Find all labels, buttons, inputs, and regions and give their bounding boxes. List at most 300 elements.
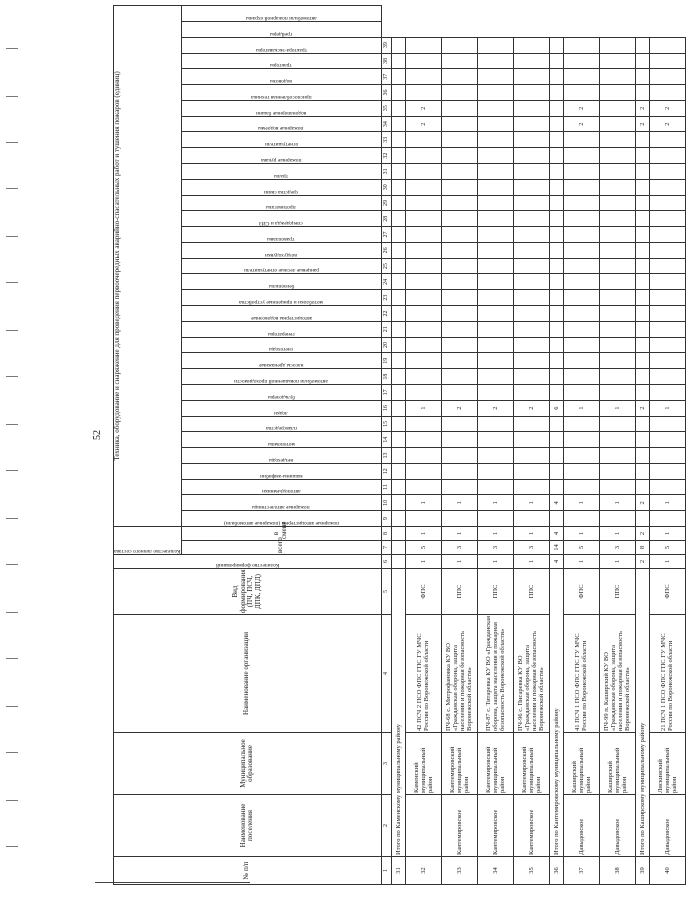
equipment-cell	[477, 369, 513, 385]
fire-equipment-table	[113, 5, 686, 885]
equipment-cell	[635, 179, 649, 195]
equipment-cell	[563, 448, 599, 464]
header-equipment-text: грейдеры	[270, 30, 293, 37]
table-row	[599, 6, 635, 885]
header-equipment-text: спецодежда и СИЗ	[259, 220, 304, 227]
equipment-cell	[563, 321, 599, 337]
table-row	[649, 6, 685, 885]
equipment-cell	[405, 479, 441, 495]
equipment-cell	[549, 369, 563, 385]
header-equipment-2	[181, 495, 381, 511]
staff-total: 5	[649, 541, 685, 555]
equipment-cell	[391, 369, 405, 385]
equipment-cell	[391, 148, 405, 164]
equipment-cell	[549, 148, 563, 164]
margin-mark	[6, 48, 18, 49]
header-equipment-text: пожарные автолестницы	[252, 504, 310, 511]
column-number: 21	[381, 321, 391, 337]
equipment-cell	[513, 258, 549, 274]
total-label: Итого по Каширскому муниципальному району	[635, 569, 649, 857]
equipment-cell	[405, 148, 441, 164]
equipment-cell	[635, 148, 649, 164]
equipment-cell	[635, 164, 649, 180]
header-equipment-text: машины-амфибии	[259, 472, 303, 479]
equipment-cell	[549, 337, 563, 353]
equipment-cell: 2	[635, 495, 649, 511]
equipment-cell	[563, 353, 599, 369]
equipment-cell	[599, 432, 635, 448]
equipment-cell	[599, 37, 635, 53]
organization-name: ПЧ-99 п. Каширский КУ ВО «Гражданская оборона, защита населения и пожарная безопасность Воронежской области»	[599, 615, 635, 733]
equipment-cell	[635, 211, 649, 227]
equipment-cell	[513, 37, 549, 53]
equipment-cell	[441, 211, 477, 227]
municipal-name: Каширский муниципальный район	[599, 733, 635, 795]
equipment-cell: 6	[549, 400, 563, 416]
total-row	[391, 6, 405, 885]
equipment-cell	[477, 195, 513, 211]
equipment-cell	[563, 85, 599, 101]
header-equipment-text: воздуходувки	[265, 251, 298, 258]
column-number: 36	[381, 85, 391, 101]
equipment-cell	[649, 227, 685, 243]
equipment-cell	[649, 416, 685, 432]
equipment-cell	[477, 353, 513, 369]
equipment-cell	[563, 37, 599, 53]
header-equipment-13	[181, 321, 381, 337]
equipment-cell	[635, 290, 649, 306]
row-number: 31	[391, 857, 405, 885]
equipment-cell	[405, 274, 441, 290]
equipment-cell	[649, 179, 685, 195]
equipment-cell	[635, 37, 649, 53]
equipment-cell	[405, 132, 441, 148]
formations-count: 1	[563, 555, 599, 569]
equipment-cell	[563, 164, 599, 180]
header-staff-total: всего	[181, 541, 381, 555]
equipment-cell: 2	[405, 100, 441, 116]
margin-mark	[6, 706, 18, 707]
equipment-cell	[635, 479, 649, 495]
equipment-cell	[563, 479, 599, 495]
equipment-cell	[441, 100, 477, 116]
equipment-cell	[563, 69, 599, 85]
equipment-cell	[599, 100, 635, 116]
settlement-name: Давыдовское	[599, 795, 635, 857]
header-equipment-32	[181, 21, 381, 37]
column-number: 27	[381, 227, 391, 243]
header-staff-shift: в смене	[181, 526, 381, 540]
column-number: 17	[381, 384, 391, 400]
header-equipment-29	[181, 69, 381, 85]
equipment-cell	[405, 353, 441, 369]
header-settlement: Наименование поселения	[114, 795, 382, 857]
row-number: 35	[513, 857, 549, 885]
equipment-cell	[391, 100, 405, 116]
equipment-cell	[649, 321, 685, 337]
equipment-cell	[513, 369, 549, 385]
equipment-cell	[649, 479, 685, 495]
equipment-cell	[391, 479, 405, 495]
equipment-cell	[391, 306, 405, 322]
header-equipment-text: приспособленная техника	[250, 93, 312, 100]
table-row	[513, 6, 549, 885]
equipment-cell	[513, 195, 549, 211]
header-staff-count-text: Количество личного состава	[114, 548, 181, 554]
column-number: 30	[381, 179, 391, 195]
column-number: 2	[381, 795, 391, 857]
header-equipment-text: мотопомпы	[267, 441, 295, 448]
margin-mark	[6, 424, 18, 425]
row-number: 37	[563, 857, 599, 885]
header-equipment-17	[181, 258, 381, 274]
settlement-name: Давыдовское	[649, 795, 685, 857]
equipment-cell	[391, 400, 405, 416]
equipment-cell	[599, 274, 635, 290]
header-equipment-20	[181, 211, 381, 227]
column-number: 28	[381, 211, 391, 227]
equipment-cell	[649, 463, 685, 479]
header-equipment-text: мотоблоки и прицепные устройства	[239, 299, 324, 306]
header-equipment-text: автоподъемники	[261, 488, 301, 495]
equipment-cell	[513, 479, 549, 495]
equipment-cell: 1	[405, 495, 441, 511]
equipment-cell	[635, 511, 649, 527]
row-number: 32	[405, 857, 441, 885]
equipment-cell	[477, 37, 513, 53]
equipment-cell	[599, 479, 635, 495]
formations-count: 1	[477, 555, 513, 569]
settlement-name: Кантемировское	[513, 795, 549, 857]
equipment-cell	[477, 116, 513, 132]
equipment-cell	[405, 195, 441, 211]
equipment-cell	[513, 448, 549, 464]
equipment-cell	[649, 242, 685, 258]
header-equipment-text: противогазы	[266, 204, 296, 211]
equipment-cell	[477, 85, 513, 101]
equipment-cell	[599, 53, 635, 69]
organization-name: ПЧ-68 с. Митрофановка КУ ВО «Гражданская оборона, защита населения и пожарная безопасность Воронежской области»	[441, 615, 477, 733]
equipment-cell	[391, 116, 405, 132]
equipment-cell: 2	[477, 400, 513, 416]
equipment-cell	[513, 274, 549, 290]
equipment-cell	[649, 85, 685, 101]
equipment-cell: 1	[649, 495, 685, 511]
header-equipment-text: автоцистерны водовозные	[250, 314, 312, 321]
equipment-cell	[563, 337, 599, 353]
equipment-cell	[441, 369, 477, 385]
equipment-cell	[549, 100, 563, 116]
equipment-cell	[649, 337, 685, 353]
margin-mark	[6, 470, 18, 471]
column-number: 23	[381, 290, 391, 306]
equipment-cell	[477, 100, 513, 116]
equipment-cell	[635, 69, 649, 85]
equipment-cell	[405, 306, 441, 322]
equipment-cell	[599, 116, 635, 132]
equipment-cell	[635, 258, 649, 274]
table-row	[405, 6, 441, 885]
margin-mark	[6, 518, 18, 519]
column-number: 3	[381, 733, 391, 795]
equipment-cell	[599, 306, 635, 322]
header-equipment-1	[181, 511, 381, 527]
equipment-cell	[441, 321, 477, 337]
equipment-cell	[477, 479, 513, 495]
equipment-cell	[391, 274, 405, 290]
header-equipment-9	[181, 384, 381, 400]
equipment-cell	[649, 290, 685, 306]
equipment-cell: 2	[635, 400, 649, 416]
equipment-cell	[405, 290, 441, 306]
equipment-cell	[391, 337, 405, 353]
unit-type: ППС	[441, 569, 477, 615]
header-equipment-22	[181, 179, 381, 195]
column-number: 25	[381, 258, 391, 274]
equipment-cell	[477, 179, 513, 195]
header-formations-count-text: Количество формирований	[215, 562, 279, 568]
equipment-cell	[549, 211, 563, 227]
equipment-cell	[549, 448, 563, 464]
row-number: 33	[441, 857, 477, 885]
equipment-cell	[441, 227, 477, 243]
page-number: 52	[92, 430, 103, 440]
column-number: 14	[381, 432, 391, 448]
total-row	[549, 6, 563, 885]
header-equipment-text: плавсредства	[265, 425, 297, 432]
header-equipment-7	[181, 416, 381, 432]
equipment-cell	[405, 227, 441, 243]
equipment-cell	[649, 132, 685, 148]
equipment-cell	[599, 258, 635, 274]
equipment-cell: 2	[649, 100, 685, 116]
equipment-cell	[635, 132, 649, 148]
equipment-cell	[549, 321, 563, 337]
staff-total: 3	[513, 541, 549, 555]
equipment-cell	[563, 384, 599, 400]
equipment-cell	[405, 211, 441, 227]
equipment-cell	[513, 85, 549, 101]
margin-mark	[6, 282, 18, 283]
organization-name: ПЧ-87 с. Титаревка КУ ВО «Гражданская оборона, защита населения и пожарная безопасность Воронежской области»	[477, 615, 513, 733]
equipment-cell	[649, 511, 685, 527]
equipment-cell	[549, 164, 563, 180]
equipment-cell	[549, 53, 563, 69]
equipment-cell	[513, 211, 549, 227]
equipment-cell	[563, 432, 599, 448]
header-equipment-text: вездеходы	[269, 456, 294, 463]
header-equipment-group: Техника, оборудование и снаряжение для проведения первоочередных аварийно-спасательных работ и тушения пожаров (единиц)	[114, 6, 182, 527]
equipment-cell	[563, 242, 599, 258]
equipment-cell	[441, 69, 477, 85]
municipal-name: Каменский муниципальный район	[405, 733, 441, 795]
column-number: 8	[381, 526, 391, 540]
equipment-cell	[477, 432, 513, 448]
equipment-cell	[635, 274, 649, 290]
equipment-cell	[441, 132, 477, 148]
header-equipment-31	[181, 37, 381, 53]
equipment-cell	[635, 321, 649, 337]
equipment-cell	[441, 511, 477, 527]
equipment-cell	[405, 416, 441, 432]
header-equipment-text: ранцевые лесные огнетушители	[243, 267, 319, 274]
equipment-cell	[563, 195, 599, 211]
staff-total: 5	[405, 541, 441, 555]
equipment-cell	[635, 195, 649, 211]
header-equipment-15	[181, 290, 381, 306]
header-equipment-text: автомобили повышенной проходимости	[234, 377, 329, 384]
margin-mark	[6, 142, 18, 143]
header-organization: Наименование организации	[114, 615, 382, 733]
unit-type: ФПС	[649, 569, 685, 615]
equipment-cell	[599, 242, 635, 258]
equipment-cell	[599, 164, 635, 180]
equipment-cell	[549, 85, 563, 101]
equipment-cell	[477, 148, 513, 164]
equipment-cell: 1	[441, 495, 477, 511]
equipment-cell	[477, 448, 513, 464]
equipment-cell	[513, 353, 549, 369]
equipment-cell	[599, 69, 635, 85]
equipment-cell	[649, 369, 685, 385]
formations-count	[391, 555, 405, 569]
equipment-cell	[391, 53, 405, 69]
settlement-name: Кантемировское	[441, 795, 477, 857]
equipment-cell	[405, 321, 441, 337]
equipment-cell	[563, 53, 599, 69]
margin-mark	[6, 846, 18, 847]
equipment-cell	[649, 432, 685, 448]
equipment-cell	[513, 132, 549, 148]
header-equipment-text: автомобили пожарной охраны	[245, 14, 317, 21]
header-equipment-27	[181, 100, 381, 116]
equipment-cell	[549, 195, 563, 211]
equipment-cell: 1	[649, 400, 685, 416]
header-equipment-text: травоплавы	[267, 235, 295, 242]
equipment-cell	[477, 53, 513, 69]
column-number: 38	[381, 53, 391, 69]
equipment-cell	[513, 321, 549, 337]
equipment-cell	[441, 53, 477, 69]
equipment-cell	[513, 432, 549, 448]
equipment-cell	[513, 179, 549, 195]
header-equipment-text: насосы дренажные	[258, 362, 304, 369]
equipment-cell	[599, 511, 635, 527]
unit-type: ФПС	[563, 569, 599, 615]
header-unit-type: Вид формирования (ПЧ, ПСЧ, ДПК, ДПД)	[114, 569, 382, 615]
equipment-cell	[563, 511, 599, 527]
equipment-cell	[549, 384, 563, 400]
equipment-cell	[599, 211, 635, 227]
unit-type: ППС	[477, 569, 513, 615]
equipment-cell	[441, 353, 477, 369]
equipment-cell	[391, 132, 405, 148]
equipment-cell	[477, 164, 513, 180]
header-equipment-text: пожарные автоцистерны (пожарные автомобили)	[223, 519, 339, 526]
equipment-cell: 1	[513, 495, 549, 511]
organization-name: 42 ПСЧ 2 ПСО ФПС ГПС ГУ МЧС России по Воронежской области	[405, 615, 441, 733]
header-equipment-text: пожарные рукава	[260, 157, 302, 164]
equipment-cell	[649, 53, 685, 69]
header-formations-count	[114, 555, 382, 569]
equipment-cell	[563, 258, 599, 274]
equipment-cell	[513, 306, 549, 322]
margin-mark	[6, 236, 18, 237]
equipment-cell	[513, 100, 549, 116]
equipment-cell	[405, 337, 441, 353]
equipment-cell	[513, 242, 549, 258]
equipment-cell	[477, 337, 513, 353]
column-number: 9	[381, 511, 391, 527]
column-number: 1	[381, 857, 391, 885]
column-number: 29	[381, 195, 391, 211]
staff-shift: 4	[549, 526, 563, 540]
equipment-cell	[649, 258, 685, 274]
row-number: 40	[649, 857, 685, 885]
equipment-cell	[513, 53, 549, 69]
equipment-cell: 2	[441, 400, 477, 416]
total-row	[635, 6, 649, 885]
header-equipment-8	[181, 400, 381, 416]
equipment-cell: 2	[635, 100, 649, 116]
equipment-cell	[649, 37, 685, 53]
margin-mark	[6, 376, 18, 377]
unit-type: ППС	[513, 569, 549, 615]
equipment-cell	[563, 132, 599, 148]
staff-total: 8	[635, 541, 649, 555]
column-number: 34	[381, 116, 391, 132]
header-municipal: Муниципальное образование	[114, 733, 382, 795]
column-number: 15	[381, 416, 391, 432]
header-equipment-text: водовозы	[270, 78, 293, 85]
equipment-cell	[599, 227, 635, 243]
unit-type: ППС	[599, 569, 635, 615]
equipment-cell	[635, 85, 649, 101]
equipment-cell	[635, 448, 649, 464]
margin-mark	[6, 188, 18, 189]
equipment-cell	[477, 384, 513, 400]
equipment-cell	[405, 179, 441, 195]
header-equipment-16	[181, 274, 381, 290]
equipment-cell	[441, 448, 477, 464]
staff-shift: 1	[405, 526, 441, 540]
column-number: 26	[381, 242, 391, 258]
staff-shift: 2	[635, 526, 649, 540]
staff-shift: 1	[649, 526, 685, 540]
equipment-cell	[599, 416, 635, 432]
equipment-cell	[599, 384, 635, 400]
equipment-cell	[405, 384, 441, 400]
header-equipment-18	[181, 242, 381, 258]
equipment-cell: 2	[563, 100, 599, 116]
equipment-cell	[513, 116, 549, 132]
row-number: 38	[599, 857, 635, 885]
organization-name: 41 ПСЧ 1 ПСО ФПС ГПС ГУ МЧС России по Воронежской области	[563, 615, 599, 733]
equipment-cell	[477, 132, 513, 148]
equipment-cell	[441, 432, 477, 448]
municipal-name: Лискинский муниципальный район	[649, 733, 685, 795]
equipment-cell	[513, 416, 549, 432]
formations-count: 1	[649, 555, 685, 569]
equipment-cell	[405, 448, 441, 464]
header-equipment-text: тракторы	[270, 62, 293, 69]
equipment-cell	[391, 227, 405, 243]
margin-mark	[6, 658, 18, 659]
equipment-cell	[649, 384, 685, 400]
equipment-cell	[391, 448, 405, 464]
equipment-cell: 2	[649, 116, 685, 132]
column-number-row	[381, 6, 391, 885]
